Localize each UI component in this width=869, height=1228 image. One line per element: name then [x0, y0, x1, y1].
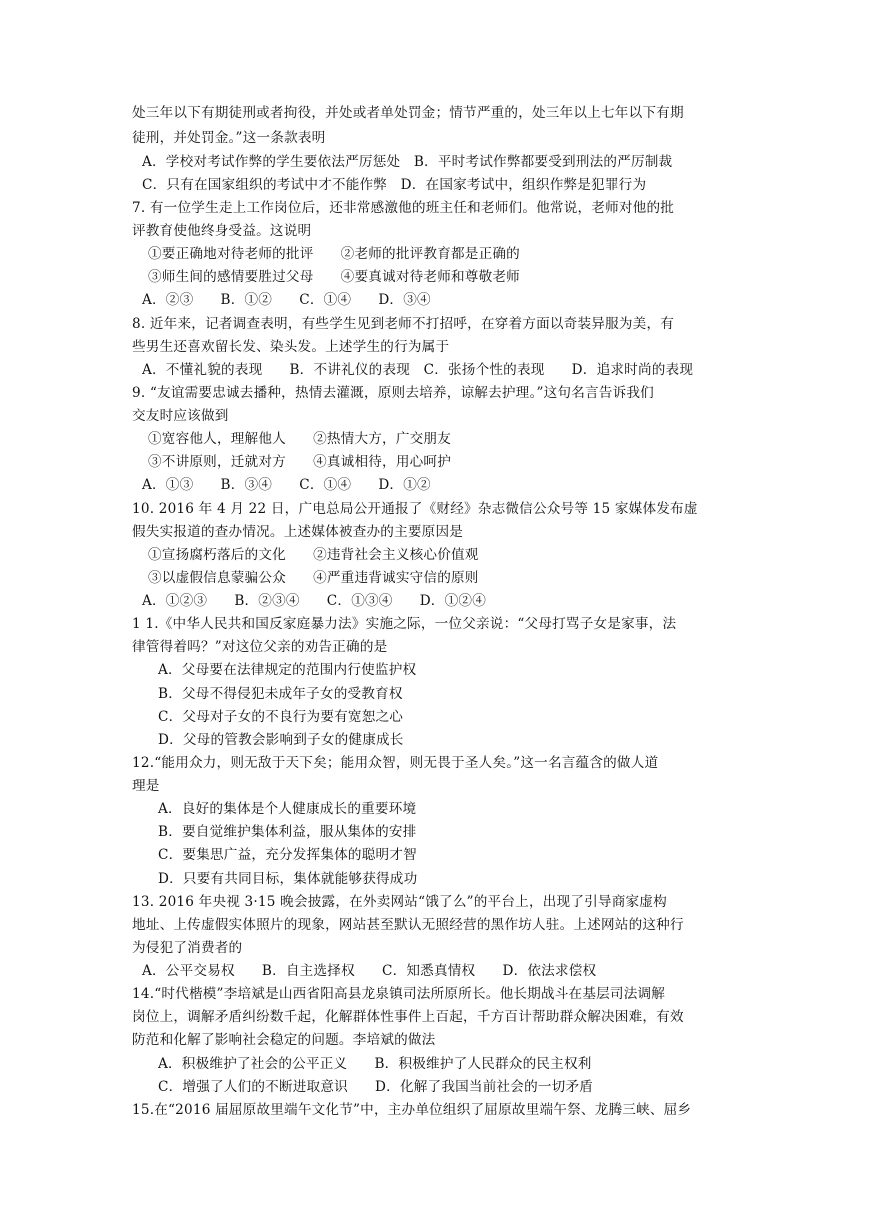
question-14: 14.“时代楷模”李培斌是山西省阳高县龙泉镇司法所原所长。他长期战斗在基层司法调解: [132, 986, 666, 1002]
question-10: 10. 2016 年 4 月 22 日，广电总局公开通报了《财经》杂志微信公众号等 15 家媒体发布虚: [132, 501, 698, 517]
text-line: 岗位上，调解矛盾纠纷数千起，化解群体性事件上百起，千方百计帮助群众解决困难，有效: [132, 1009, 684, 1025]
option-line: C．要集思广益，充分发挥集体的聪明才智: [158, 847, 417, 863]
text-line: 假失实报道的查办情况。上述媒体被查办的主要原因是: [132, 524, 464, 540]
option-line: A．①②③ B．②③④ C．①③④ D．①②④: [142, 593, 486, 609]
option-line: B．父母不得侵犯未成年子女的受教育权: [158, 686, 403, 702]
statement-line: ③不讲原则，迁就对方 ④真诚相待，用心呵护: [148, 454, 451, 470]
question-13: 13. 2016 年央视 3·15 晚会披露，在外卖网站“饿了么”的平台上，出现了引导商家虚构: [132, 894, 667, 910]
option-line: D．只要有共同目标，集体就能够获得成功: [158, 871, 418, 887]
text-line: 处三年以下有期徒刑或者拘役，并处或者单处罚金；情节严重的，处三年以上七年以下有期: [132, 105, 684, 121]
text-line: 地址、上传虚假实体照片的现象，网站甚至默认无照经营的黑作坊人驻。上述网站的这种行: [132, 917, 684, 933]
option-line: A．良好的集体是个人健康成长的重要环境: [158, 801, 417, 817]
option-line: A．不懂礼貌的表现 B．不讲礼仪的表现 C．张扬个性的表现 D．追求时尚的表现: [142, 362, 694, 378]
question-12: 12.“能用众力，则无敌于天下矣；能用众智，则无畏于圣人矣。”这一名言蕴含的做人道: [132, 755, 659, 771]
option-line: A．学校对考试作弊的学生要依法严厉惩处 B．平时考试作弊都要受到刑法的严厉制裁: [142, 154, 673, 170]
question-9: 9. “友谊需要忠诚去播种，热情去灌溉，原则去培养，谅解去护理。”这句名言告诉我们: [132, 385, 654, 401]
text-line: 徒刑，并处罚金。”这一条款表明: [132, 130, 326, 146]
question-11: 1 1.《中华人民共和国反家庭暴力法》实施之际，一位父亲说：“父母打骂子女是家事，法: [132, 616, 677, 632]
text-line: 交友时应该做到: [132, 408, 229, 424]
statement-line: ③以虚假信息蒙骗公众 ④严重违背诚实守信的原则: [148, 570, 479, 586]
statement-line: ①要正确地对待老师的批评 ②老师的批评教育都是正确的: [148, 246, 520, 262]
text-line: 些男生还喜欢留长发、染头发。上述学生的行为属于: [132, 339, 450, 355]
text-line: 理是: [132, 778, 160, 794]
option-line: A．②③ B．①② C．①④ D．③④: [142, 292, 431, 308]
text-line: 律管得着吗？”对这位父亲的劝告正确的是: [132, 639, 388, 655]
question-15: 15.在“2016 届屈原故里端午文化节”中，主办单位组织了屈原故里端午祭、龙腾三峡、屈乡: [132, 1102, 692, 1118]
option-line: A．①③ B．③④ C．①④ D．①②: [142, 477, 431, 493]
option-line: A．积极维护了社会的公平正义 B．积极维护了人民群众的民主权利: [158, 1056, 592, 1072]
option-line: C．只有在国家组织的考试中才不能作弊 D．在国家考试中，组织作弊是犯罪行为: [142, 177, 647, 193]
option-line: C．增强了人们的不断进取意识 D．化解了我国当前社会的一切矛盾: [158, 1079, 594, 1095]
question-7: 7. 有一位学生走上工作岗位后，还非常感激他的班主任和老师们。他常说，老师对他的批: [132, 200, 675, 216]
statement-line: ③师生间的感情要胜过父母 ④要真诚对待老师和尊敬老师: [148, 269, 520, 285]
question-8: 8. 近年来，记者调查表明，有些学生见到老师不打招呼，在穿着方面以奇装异服为美，有: [132, 316, 675, 332]
text-line: 防范和化解了影响社会稳定的问题。李培斌的做法: [132, 1032, 436, 1048]
option-line: A．父母要在法律规定的范围内行使监护权: [158, 662, 417, 678]
option-line: C．父母对子女的不良行为要有宽恕之心: [158, 709, 404, 725]
option-line: B．要自觉维护集体利益，服从集体的安排: [158, 824, 417, 840]
text-line: 为侵犯了消费者的: [132, 940, 243, 956]
text-line: 评教育使他终身受益。这说明: [132, 223, 312, 239]
statement-line: ①宣扬腐朽落后的文化 ②违背社会主义核心价值观: [148, 547, 479, 563]
statement-line: ①宽容他人，理解他人 ②热情大方，广交朋友: [148, 431, 451, 447]
option-line: D．父母的管教会影响到子女的健康成长: [158, 732, 404, 748]
option-line: A．公平交易权 B．自主选择权 C．知悉真情权 D．依法求偿权: [142, 963, 597, 979]
